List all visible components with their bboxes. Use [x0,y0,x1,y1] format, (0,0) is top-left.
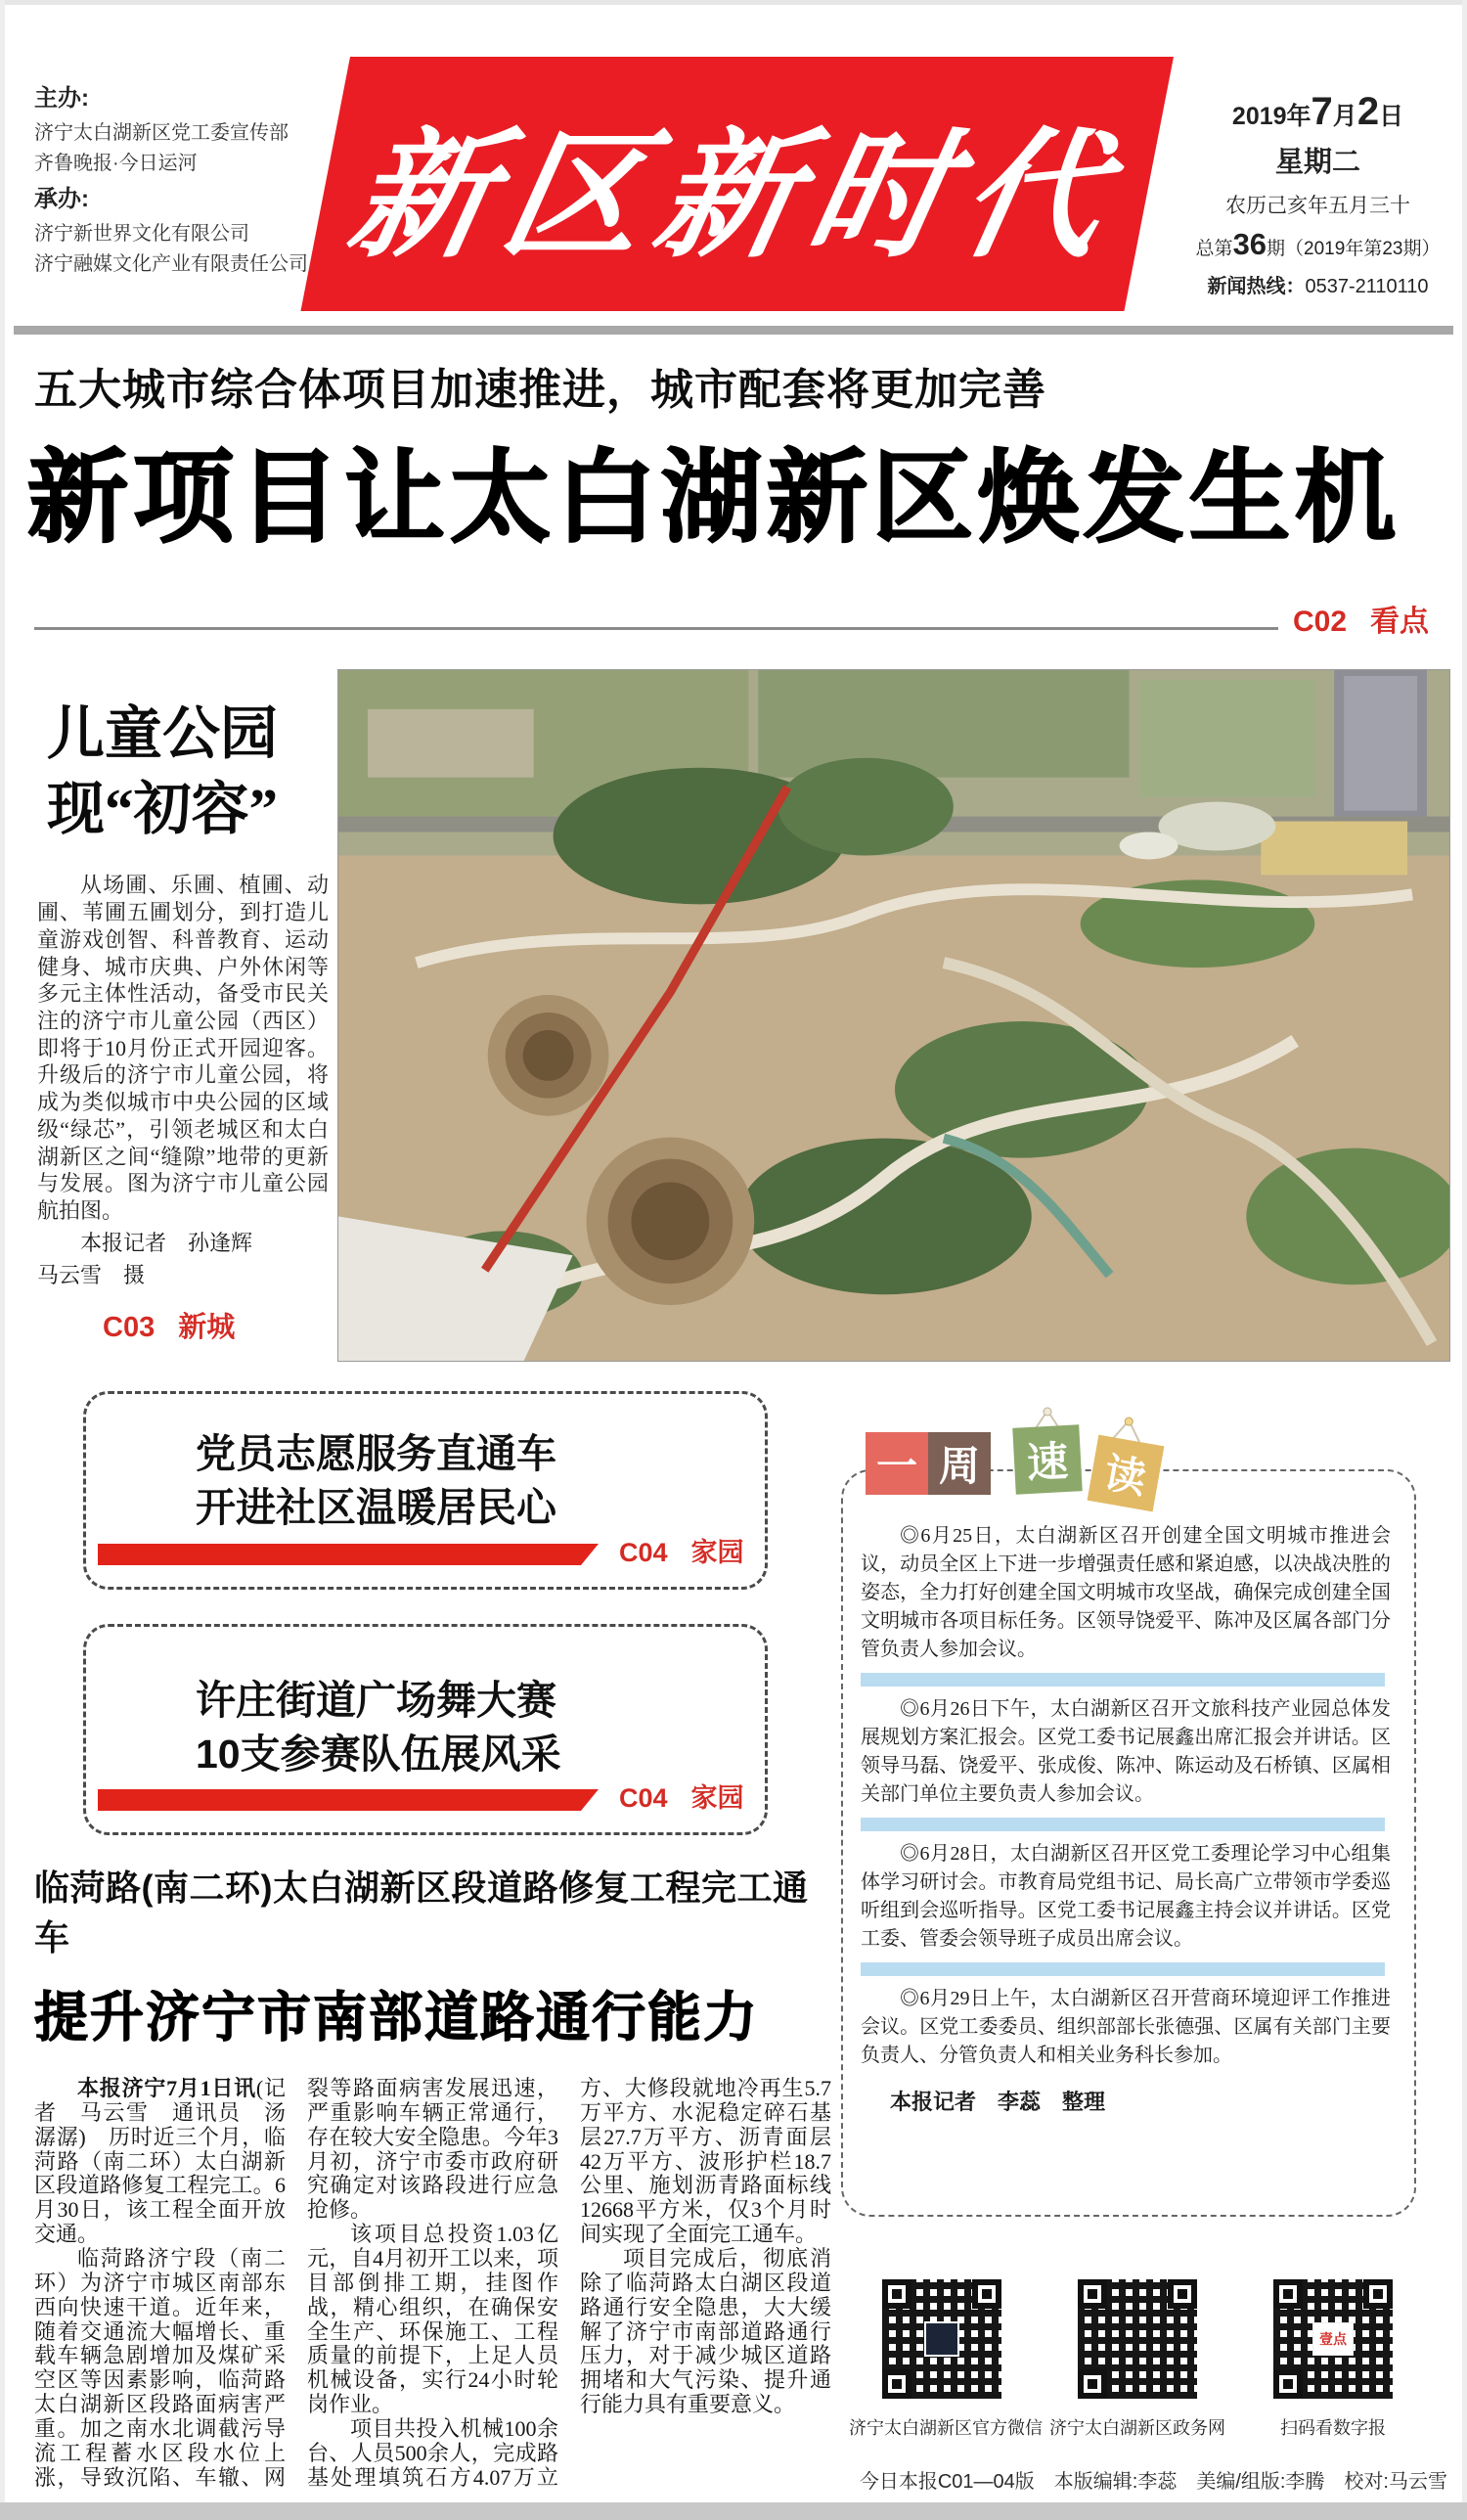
scan-edge-top [0,0,1467,5]
qr-item-wechat [849,2279,1043,2440]
page-ref-section: 新城 [178,1312,236,1343]
aerial-photo [337,669,1450,1362]
qr-finder-icon [1078,2279,1107,2309]
qr-finder-icon [972,2279,1001,2309]
teaser-2-headline [86,1627,765,1781]
road-kicker: 临菏路(南二环)太白湖新区段道路修复工程完工通车 [34,1868,809,1958]
weekday: 星期二 [1274,147,1360,178]
header-divider [14,326,1453,335]
weekly-tag-1: 一 [866,1432,928,1495]
road-paragraph-1-text: (记者 马云雪 通讯员 汤潺潺) 历时近三个月，临菏路（南二环）太白湖新区段道路修复工程完工。6月30日，该工程全面开放交通。 [34,2076,286,2247]
issue-number [1178,227,1457,262]
weekly-tag-2: 周 [928,1432,991,1495]
page-ref-section: 家园 [690,1783,744,1813]
page-ref-section: 看点 [1370,606,1430,638]
teaser-1-line2: 开进社区温暖居民心 [196,1484,556,1530]
qr-code-digital-paper [1273,2279,1393,2399]
lead-headline: 新项目让太白湖新区焕发生机 [27,441,1400,554]
page-ref-c03 [103,1305,235,1345]
feature-byline-1: 本报记者 孙逢辉 [80,1230,253,1255]
road-paragraph-3: 该项目总投资1.03亿元，自4月初开工以来，项目部倒排工期，挂图作战，精心组织，在确保安全生产、环保施工、工程质量的前提下，上足人员机械设备，实行24小时轮岗作业。 [307,2222,558,2417]
qr-code-row [849,2279,1426,2440]
qr-center-logo [924,2321,959,2357]
lunar-date: 农历己亥年五月三十 [1225,195,1410,217]
teaser-2-red-bar [98,1789,599,1811]
item-separator [861,1818,1385,1831]
lead-kicker: 五大城市综合体项目加速推进，城市配套将更加完善 [34,366,1046,414]
scan-edge-left [0,0,5,2520]
qr-item-digital-paper [1240,2279,1426,2440]
qr-center-logo: 壹点 [1312,2322,1354,2356]
road-paragraph-1 [34,2077,286,2247]
host-org-1: 济宁太白湖新区党工委宣传部 [34,122,289,145]
qr-caption-digital-paper: 扫码看数字报 [1280,2418,1386,2438]
qr-finder-icon [1273,2369,1303,2399]
qr-finder-icon [1168,2279,1197,2309]
qr-finder-icon [882,2369,911,2399]
scan-edge-bottom [0,2502,1467,2520]
weekly-tag-4: 读 [1088,1435,1165,1512]
date-day-num: 2 [1356,90,1380,133]
page-ref-code: C04 [619,1783,668,1813]
road-dateline: 本报济宁7月1日讯 [77,2076,256,2100]
teaser-box-1 [83,1391,768,1590]
news-hotline [1178,270,1457,298]
qr-finder-icon [882,2279,911,2309]
page-ref-code: C03 [103,1312,156,1343]
hotline-number: 0537-2110110 [1305,276,1429,297]
weekly-digest-title [866,1426,1178,1514]
weekly-item-4: ◎6月29日上午，太白湖新区召开营商环境迎评工作推进会议。区党工委委员、组织部部长张德强、区属有关部门主要负责人、分管负责人和相关业务科长参加。 [861,1988,1391,2066]
page-ref-code: C04 [619,1538,668,1567]
feature-byline-2: 马云雪 摄 [37,1263,146,1288]
newspaper-title: 新区新时代 [337,114,1133,277]
qr-finder-icon [1273,2279,1303,2309]
qr-finder-icon [1363,2279,1393,2309]
weekly-item-2: ◎6月26日下午，太白湖新区召开文旅科技产业园总体发展规划方案汇报会。区党工委书记展鑫出席汇报会并讲话。区领导马磊、饶爱平、张成俊、陈冲、陈运动及石桥镇、区属相关部门单位主要负责人参加会议。 [861,1698,1391,1805]
weekly-item-3: ◎6月28日，太白湖新区召开区党工委理论学习中心组集体学习研讨会。市教育局党组书记、局长高广立带领市学委巡听组到会巡听指导。区党工委书记展鑫主持会议并讲话。区党工委、管委会领导班子成员出席会议。 [861,1843,1391,1950]
teaser-box-2 [83,1624,768,1835]
item-separator [861,1673,1385,1687]
qr-caption-govsite: 济宁太白湖新区政务网 [1049,2418,1225,2438]
road-paragraph-2: 临菏路济宁段（南二环）为济宁市城区南部东西向快速干道。近年来，随着交通流大幅增长、重载车辆急剧增加及煤矿采空区等因素影响，临菏路太白湖新区段路面病害严重。加之南水北调截污导流工程蓄水区段水位上涨，导致沉陷、车辙、网裂等路面病害发展迅速，严重影响车辆正常通行，存在较大安全隐患。今年3月初，济宁市委市政府研究确定对该路段进行应急抢修。 [34,2076,558,2490]
road-article [34,1861,831,2520]
host-label: 主办: [34,85,89,112]
qr-finder-icon [1078,2369,1107,2399]
weekly-digest-items [843,1471,1414,2116]
date-month-char: 月 [1332,103,1357,130]
feature-title-line2: 现“初容” [47,776,279,841]
feature-body: 从场圃、乐圃、植圃、动圃、苇圃五圃划分，到打造儿童游戏创智、科普教育、运动健身、城市庆典、户外休闲等多元主体性活动，备受市民关注的济宁市儿童公园（西区）即将于10月份正式开园迎客。升级后的济宁市儿童公园，将成为类似城市中央公园的区域级“绿芯”，引领老城区和太白湖新区之间“缝隙”地带的更新与发展。图为济宁市儿童公园航拍图。 [37,873,329,1223]
issue-date [1178,90,1457,134]
weekly-compiler: 本报记者 李蕊 整理 [890,2090,1106,2114]
date-month-num: 7 [1311,90,1333,133]
publisher-info [34,78,333,280]
weekly-tag-3: 速 [1012,1424,1082,1494]
headline-rule [34,627,1278,630]
aerial-photo-illustration [338,670,1449,1361]
page-ref-c04-1 [619,1531,744,1569]
teaser-1-red-bar [98,1544,599,1565]
teaser-2-line2: 10支参赛队伍展风采 [196,1731,561,1777]
item-separator [861,1962,1385,1976]
page-ref-section: 家园 [690,1538,744,1567]
date-year: 2019年 [1231,103,1311,130]
qr-code-wechat [882,2279,1001,2399]
page-ref-c04-2 [619,1777,744,1815]
qr-code-govsite [1078,2279,1197,2399]
road-headline: 提升济宁市南部道路通行能力 [34,1987,760,2048]
road-paragraph-5: 项目完成后，彻底消除了临菏路太白湖区段道路通行安全隐患，大大缓解了济宁市南部道路通行压力，对于减少城区道路拥堵和大气污染、提升通行能力具有重要意义。 [580,2246,831,2417]
masthead-banner [300,57,1174,311]
issue-num: 36 [1232,227,1267,261]
undertaker-label: 承办: [34,186,89,213]
teaser-2-line1: 许庄街道广场舞大赛 [196,1678,556,1723]
edition-credits: 今日本报C01—04版 本版编辑:李蕊 美编/组版:李腾 校对:马云雪 [859,2471,1447,2493]
issue-pre: 总第 [1195,239,1233,259]
date-day-char: 日 [1379,103,1404,130]
scan-edge-right [1462,0,1467,2520]
teaser-1-line1: 党员志愿服务直通车 [196,1431,556,1476]
weekly-digest-box [841,1469,1416,2217]
feature-title [47,697,329,846]
road-paragraph-4: 项目共投入机械100余台、人员500余人，完成路基处理填筑石方4.07万立方、大修段就地冷再生5.7万平方、水泥稳定碎石基层27.7万平方、沥青面层42万平方、波形护栏18.7公里、施划沥青路面标线12668平方米，仅3个月时间实现了全面完工通车。 [307,2076,831,2490]
feature-title-line1: 儿童公园 [47,701,279,766]
weekly-item-1: ◎6月25日，太白湖新区召开创建全国文明城市推进会议，动员全区上下进一步增强责任感和紧迫感，以决战决胜的姿态，全力打好创建全国文明城市攻坚战，确保完成创建全国文明城市各项目标任务。区领导饶爱平、陈冲及区属各部门分管负责人参加会议。 [861,1525,1391,1660]
teaser-1-headline [86,1394,765,1535]
qr-caption-wechat: 济宁太白湖新区官方微信 [849,2418,1043,2438]
undertaker-org-2: 济宁融媒文化产业有限责任公司 [34,253,308,276]
host-org-2: 齐鲁晚报·今日运河 [34,153,198,175]
undertaker-org-1: 济宁新世界文化有限公司 [34,223,249,246]
qr-item-govsite [1045,2279,1230,2440]
issue-info [1178,90,1457,298]
feature-article [37,697,329,1290]
hotline-label: 新闻热线： [1207,276,1306,297]
page-ref-code: C02 [1293,606,1348,638]
issue-post: 期（2019年第23期） [1267,239,1441,259]
road-body-columns [34,2077,831,2520]
page-ref-c02 [1293,597,1429,640]
